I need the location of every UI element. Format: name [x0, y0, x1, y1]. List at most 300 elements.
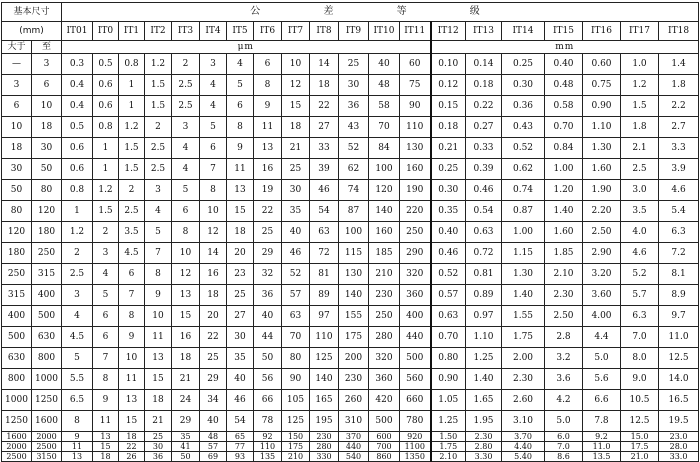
- tolerance-value-cell: 0.4: [62, 96, 93, 117]
- tolerance-value-cell: 7.8: [583, 411, 621, 432]
- tolerance-value-cell: 80: [282, 348, 310, 369]
- tolerance-value-cell: 18: [172, 348, 200, 369]
- tolerance-value-cell: 12: [172, 264, 200, 285]
- tolerance-value-cell: 2.80: [466, 442, 502, 452]
- tolerance-value-cell: 4: [172, 138, 200, 159]
- tolerance-value-cell: 2.5: [62, 264, 93, 285]
- tolerance-value-cell: 1.2: [93, 180, 119, 201]
- grade-header: IT4: [200, 22, 227, 41]
- tolerance-value-cell: 15: [119, 411, 145, 432]
- size-up-to-cell: 250: [32, 243, 62, 264]
- grade-header: IT11: [400, 22, 431, 41]
- grade-header: IT8: [310, 22, 339, 41]
- tolerance-value-cell: 40: [369, 54, 400, 75]
- tolerance-value-cell: 9.0: [621, 369, 659, 390]
- tolerance-value-cell: 2.50: [583, 222, 621, 243]
- tolerance-value-cell: 1: [119, 75, 145, 96]
- tolerance-value-cell: 0.6: [93, 75, 119, 96]
- grade-header: IT12: [431, 22, 466, 41]
- tolerance-value-cell: 0.46: [466, 180, 502, 201]
- size-up-to-cell: 30: [32, 138, 62, 159]
- tolerance-value-cell: 1.5: [93, 201, 119, 222]
- tolerance-value-cell: 0.48: [545, 75, 583, 96]
- size-up-to-cell: 3150: [32, 452, 62, 462]
- size-over-cell: 1000: [2, 390, 32, 411]
- tolerance-value-cell: 8.6: [545, 452, 583, 462]
- tolerance-value-cell: 1.15: [502, 243, 545, 264]
- tolerance-value-cell: 440: [339, 442, 369, 452]
- tolerance-value-cell: 110: [310, 327, 339, 348]
- size-over-cell: 6: [2, 96, 32, 117]
- tolerance-value-cell: 8: [145, 264, 172, 285]
- tolerance-value-cell: 2: [93, 222, 119, 243]
- size-up-to-cell: 180: [32, 222, 62, 243]
- tolerance-value-cell: 220: [400, 201, 431, 222]
- tolerance-value-cell: 5.6: [583, 369, 621, 390]
- tolerance-value-cell: 1.8: [659, 75, 699, 96]
- tolerance-value-cell: 0.80: [431, 348, 466, 369]
- size-up-to-cell: 80: [32, 180, 62, 201]
- tolerance-value-cell: 210: [369, 264, 400, 285]
- tolerance-value-cell: 4: [200, 96, 227, 117]
- tolerance-value-cell: 3.20: [583, 264, 621, 285]
- tolerance-value-cell: 1.60: [583, 159, 621, 180]
- tolerance-value-cell: 48: [369, 75, 400, 96]
- tolerance-value-cell: 0.60: [583, 54, 621, 75]
- tolerance-value-cell: 18: [310, 75, 339, 96]
- tolerance-value-cell: 0.18: [431, 117, 466, 138]
- tolerance-value-cell: 0.25: [431, 159, 466, 180]
- tolerance-value-cell: 6: [227, 96, 254, 117]
- tolerance-value-cell: 6.3: [621, 306, 659, 327]
- tolerance-value-cell: 600: [369, 432, 400, 442]
- tolerance-value-cell: 16.5: [659, 390, 699, 411]
- tolerance-value-cell: 250: [369, 306, 400, 327]
- table-row: [2, 285, 699, 306]
- tolerance-value-cell: 6: [93, 327, 119, 348]
- tolerance-value-cell: 0.6: [93, 96, 119, 117]
- tolerance-value-cell: 230: [339, 369, 369, 390]
- tolerance-value-cell: 5.2: [621, 264, 659, 285]
- tolerance-value-cell: 1.2: [621, 75, 659, 96]
- tolerance-value-cell: 3: [62, 285, 93, 306]
- tolerance-value-cell: 44: [254, 327, 282, 348]
- tolerance-value-cell: 370: [339, 432, 369, 442]
- tolerance-value-cell: 2.5: [172, 75, 200, 96]
- tolerance-value-cell: 10: [145, 306, 172, 327]
- tolerance-value-cell: 13.5: [583, 452, 621, 462]
- tolerance-value-cell: 81: [310, 264, 339, 285]
- tolerance-value-cell: 6: [200, 138, 227, 159]
- grade-header: IT9: [339, 22, 369, 41]
- tolerance-value-cell: 1.30: [502, 264, 545, 285]
- tolerance-value-cell: 250: [400, 222, 431, 243]
- size-up-to-cell: 10: [32, 96, 62, 117]
- size-over-cell: 2500: [2, 452, 32, 462]
- size-over-cell: 250: [2, 264, 32, 285]
- tolerance-value-cell: 25: [200, 348, 227, 369]
- size-over-cell: 50: [2, 180, 32, 201]
- tolerance-value-cell: 58: [369, 96, 400, 117]
- tolerance-value-cell: 6: [93, 306, 119, 327]
- size-up-to-cell: 2000: [32, 432, 62, 442]
- tolerance-value-cell: 1.2: [119, 117, 145, 138]
- tolerance-value-cell: 0.62: [502, 159, 545, 180]
- tolerance-value-cell: 6: [172, 201, 200, 222]
- size-up-to-cell: 1600: [32, 411, 62, 432]
- table-row: [2, 138, 699, 159]
- tolerance-value-cell: 62: [339, 159, 369, 180]
- size-over-cell: 2000: [2, 442, 32, 452]
- tolerance-value-cell: 18: [145, 390, 172, 411]
- tolerance-value-cell: 11.0: [583, 442, 621, 452]
- tolerance-value-cell: 23: [227, 264, 254, 285]
- tolerance-value-cell: 440: [400, 327, 431, 348]
- tolerance-value-cell: 9.2: [583, 432, 621, 442]
- tolerance-value-cell: 2.10: [431, 452, 466, 462]
- tolerance-value-cell: 1.25: [431, 411, 466, 432]
- table-row: [2, 222, 699, 243]
- tolerance-value-cell: 5: [145, 222, 172, 243]
- tolerance-value-cell: 3.10: [502, 411, 545, 432]
- tolerance-value-cell: 0.21: [431, 138, 466, 159]
- tolerance-value-cell: 2.1: [621, 138, 659, 159]
- tolerance-value-cell: 8: [62, 411, 93, 432]
- tolerance-value-cell: 150: [282, 432, 310, 442]
- tolerance-value-cell: 21.0: [621, 452, 659, 462]
- tolerance-value-cell: 0.30: [431, 180, 466, 201]
- tolerance-value-cell: 660: [400, 390, 431, 411]
- tolerance-value-cell: 1.55: [502, 306, 545, 327]
- table-row: [2, 411, 699, 432]
- tolerance-value-cell: 1350: [400, 452, 431, 462]
- tolerance-value-cell: 330: [310, 452, 339, 462]
- tolerance-value-cell: 320: [400, 264, 431, 285]
- tolerance-value-cell: 165: [310, 390, 339, 411]
- grade-header: IT3: [172, 22, 200, 41]
- tolerance-value-cell: 0.90: [583, 96, 621, 117]
- tolerance-value-cell: 4.6: [659, 180, 699, 201]
- tolerance-value-cell: 0.89: [466, 285, 502, 306]
- tolerance-value-cell: 11: [227, 159, 254, 180]
- size-over-cell: 630: [2, 348, 32, 369]
- tolerance-value-cell: 140: [369, 201, 400, 222]
- tolerance-value-cell: 65: [227, 432, 254, 442]
- table-row: [2, 348, 699, 369]
- tolerance-value-cell: 6: [254, 54, 282, 75]
- tolerance-value-cell: 0.72: [466, 243, 502, 264]
- tolerance-value-cell: 3.5: [119, 222, 145, 243]
- tolerance-value-cell: 125: [282, 411, 310, 432]
- tolerance-value-cell: 15.0: [621, 432, 659, 442]
- tolerance-value-cell: 1.50: [431, 432, 466, 442]
- tolerance-value-cell: 780: [400, 411, 431, 432]
- tolerance-value-cell: 4.40: [502, 442, 545, 452]
- table-row: [2, 201, 699, 222]
- size-up-to-cell: 50: [32, 159, 62, 180]
- tolerance-value-cell: 22: [200, 327, 227, 348]
- tolerance-value-cell: 0.97: [466, 306, 502, 327]
- tolerance-value-cell: 4.0: [621, 222, 659, 243]
- grade-header: IT5: [227, 22, 254, 41]
- size-up-to-cell: 1250: [32, 390, 62, 411]
- tolerance-value-cell: 16: [200, 264, 227, 285]
- size-up-to-cell: 3: [32, 54, 62, 75]
- tolerance-value-cell: 50: [254, 348, 282, 369]
- tolerance-value-cell: 3.0: [621, 180, 659, 201]
- tolerance-value-cell: 0.8: [119, 54, 145, 75]
- tolerance-value-cell: 78: [254, 411, 282, 432]
- size-over-cell: 180: [2, 243, 32, 264]
- tolerance-value-cell: 46: [282, 243, 310, 264]
- tolerance-value-cell: 10: [172, 243, 200, 264]
- tolerance-value-cell: 2.30: [545, 285, 583, 306]
- tolerance-value-cell: 46: [310, 180, 339, 201]
- tolerance-value-cell: 0.43: [502, 117, 545, 138]
- tolerance-value-cell: 280: [369, 327, 400, 348]
- tolerance-value-cell: 1.5: [621, 96, 659, 117]
- tolerance-value-cell: 12: [282, 75, 310, 96]
- tolerance-value-cell: 30: [339, 75, 369, 96]
- tolerance-value-cell: 540: [339, 452, 369, 462]
- tolerance-value-cell: 19.5: [659, 411, 699, 432]
- tolerance-value-cell: 1.65: [466, 390, 502, 411]
- tolerance-value-cell: 1.75: [502, 327, 545, 348]
- tolerance-value-cell: 36: [254, 285, 282, 306]
- tolerance-value-cell: 320: [369, 348, 400, 369]
- table-row: [2, 54, 699, 75]
- table-row: [2, 327, 699, 348]
- tolerance-value-cell: 13: [145, 348, 172, 369]
- tolerance-value-cell: 1.40: [502, 285, 545, 306]
- tolerance-value-cell: 23.0: [659, 432, 699, 442]
- tolerance-value-cell: 0.14: [466, 54, 502, 75]
- tolerance-value-cell: 13: [172, 285, 200, 306]
- tolerance-value-cell: 1.05: [431, 390, 466, 411]
- tolerance-value-cell: 8: [227, 117, 254, 138]
- tolerance-value-cell: 160: [369, 222, 400, 243]
- grade-header: IT6: [254, 22, 282, 41]
- tolerance-value-cell: 1.30: [583, 138, 621, 159]
- tolerance-value-cell: 0.90: [431, 369, 466, 390]
- tolerance-value-cell: 11.0: [659, 327, 699, 348]
- tolerance-value-cell: 6: [119, 264, 145, 285]
- tolerance-value-cell: 125: [310, 348, 339, 369]
- basic-size-label: 基本尺寸: [13, 6, 50, 17]
- tolerance-value-cell: 0.30: [502, 75, 545, 96]
- tolerance-value-cell: 4: [145, 201, 172, 222]
- grade-header: IT18: [659, 22, 699, 41]
- tolerance-value-cell: 5: [172, 180, 200, 201]
- tolerance-value-cell: 1.5: [145, 75, 172, 96]
- size-over-cell: 315: [2, 285, 32, 306]
- tolerance-value-cell: 13: [93, 432, 119, 442]
- tolerance-value-cell: 310: [339, 411, 369, 432]
- size-up-to-cell: 6: [32, 75, 62, 96]
- tolerance-value-cell: 5: [62, 348, 93, 369]
- tolerance-value-cell: 22: [119, 442, 145, 452]
- table-row: [2, 117, 699, 138]
- size-over-cell: 10: [2, 117, 32, 138]
- tolerance-value-cell: 15: [145, 369, 172, 390]
- table-row: [2, 96, 699, 117]
- tolerance-value-cell: 1: [119, 96, 145, 117]
- tolerance-value-cell: 1.75: [431, 442, 466, 452]
- tolerance-value-cell: 2.50: [545, 306, 583, 327]
- tolerance-value-cell: 1.25: [466, 348, 502, 369]
- tolerance-value-cell: 33.0: [659, 452, 699, 462]
- tolerance-value-cell: 56: [254, 369, 282, 390]
- size-up-to-cell: 800: [32, 348, 62, 369]
- tolerance-value-cell: 9.7: [659, 306, 699, 327]
- tolerance-value-cell: 100: [369, 159, 400, 180]
- tolerance-value-cell: 5.0: [583, 348, 621, 369]
- tolerance-value-cell: 0.35: [431, 201, 466, 222]
- tolerance-value-cell: 11: [93, 411, 119, 432]
- tolerance-value-cell: 36: [339, 96, 369, 117]
- tolerance-value-cell: 360: [369, 369, 400, 390]
- tolerance-value-cell: 8: [254, 75, 282, 96]
- tolerance-value-cell: 0.39: [466, 159, 502, 180]
- tolerance-value-cell: 6.3: [659, 222, 699, 243]
- tolerance-value-cell: 210: [282, 452, 310, 462]
- tolerance-value-cell: 6.0: [545, 432, 583, 442]
- tolerance-value-cell: 40: [282, 222, 310, 243]
- tolerance-value-cell: 0.81: [466, 264, 502, 285]
- tolerance-value-cell: 290: [400, 243, 431, 264]
- tolerance-value-cell: 7.0: [545, 442, 583, 452]
- tolerance-value-cell: 0.6: [62, 138, 93, 159]
- tolerance-value-cell: 0.58: [545, 96, 583, 117]
- size-over-cell: 1600: [2, 432, 32, 442]
- tolerance-value-cell: 14: [310, 54, 339, 75]
- tolerance-value-cell: 54: [227, 411, 254, 432]
- tolerance-value-cell: 20: [227, 243, 254, 264]
- tolerance-value-cell: 29: [200, 369, 227, 390]
- tolerance-value-cell: 4: [62, 306, 93, 327]
- tolerance-value-cell: 3.9: [659, 159, 699, 180]
- tolerance-value-cell: 1.4: [659, 54, 699, 75]
- tolerance-value-cell: 40: [200, 411, 227, 432]
- tolerance-value-cell: 13: [254, 138, 282, 159]
- tolerance-value-cell: 2.8: [545, 327, 583, 348]
- tolerance-value-cell: 7: [93, 348, 119, 369]
- tolerance-value-cell: 72: [310, 243, 339, 264]
- tolerance-value-cell: 0.5: [62, 117, 93, 138]
- tolerance-value-cell: 32: [254, 264, 282, 285]
- tolerance-value-cell: 3.60: [583, 285, 621, 306]
- tolerance-value-cell: 0.84: [545, 138, 583, 159]
- tolerance-value-cell: 10.5: [621, 390, 659, 411]
- tolerance-value-cell: 89: [310, 285, 339, 306]
- tolerance-value-cell: 5.0: [545, 411, 583, 432]
- tolerance-value-cell: 3.6: [545, 369, 583, 390]
- tolerance-value-cell: 35: [172, 432, 200, 442]
- tolerance-value-cell: 8.1: [659, 264, 699, 285]
- tolerance-value-cell: 360: [400, 285, 431, 306]
- table-row: [2, 306, 699, 327]
- tolerance-value-cell: 97: [310, 306, 339, 327]
- tolerance-value-cell: 175: [282, 442, 310, 452]
- table-row: [2, 452, 699, 462]
- tolerance-value-cell: 0.74: [502, 180, 545, 201]
- tolerance-value-cell: 0.12: [431, 75, 466, 96]
- size-over-cell: —: [2, 54, 32, 75]
- tolerance-value-cell: 3.30: [466, 452, 502, 462]
- tolerance-value-cell: 26: [119, 452, 145, 462]
- tolerance-value-cell: 2.10: [545, 264, 583, 285]
- tolerance-value-cell: 70: [369, 117, 400, 138]
- basic-size-unit: (mm): [2, 22, 62, 41]
- tolerance-value-cell: 12.5: [621, 411, 659, 432]
- tolerance-value-cell: 33: [310, 138, 339, 159]
- tolerance-value-cell: 0.40: [431, 222, 466, 243]
- size-up-to-cell: 18: [32, 117, 62, 138]
- tolerance-value-cell: 5: [200, 117, 227, 138]
- tolerance-value-cell: 0.5: [93, 54, 119, 75]
- tolerance-value-cell: 34: [200, 390, 227, 411]
- tolerance-value-cell: 29: [254, 243, 282, 264]
- size-up-to-cell: 315: [32, 264, 62, 285]
- tolerance-value-cell: 18: [282, 117, 310, 138]
- tolerance-value-cell: 155: [339, 306, 369, 327]
- tolerance-value-cell: 2.20: [583, 201, 621, 222]
- tolerance-value-cell: 0.8: [93, 117, 119, 138]
- tolerance-value-cell: 70: [282, 327, 310, 348]
- size-over-cell: 800: [2, 369, 32, 390]
- grade-header: IT7: [282, 22, 310, 41]
- tolerance-value-cell: 0.25: [502, 54, 545, 75]
- tolerance-value-cell: 3: [145, 180, 172, 201]
- tolerance-value-cell: 700: [369, 442, 400, 452]
- tolerance-value-cell: 1.5: [119, 138, 145, 159]
- tolerance-value-cell: 13: [62, 452, 93, 462]
- tolerance-value-cell: 5.40: [502, 452, 545, 462]
- tolerance-value-cell: 0.70: [545, 117, 583, 138]
- tolerance-value-cell: 3.2: [545, 348, 583, 369]
- tolerance-value-cell: 9: [119, 327, 145, 348]
- tolerance-value-cell: 1.60: [545, 222, 583, 243]
- tolerance-value-cell: 41: [172, 442, 200, 452]
- tolerance-value-cell: 18: [200, 285, 227, 306]
- tolerance-value-cell: 50: [172, 452, 200, 462]
- tolerance-value-cell: 1.20: [545, 180, 583, 201]
- tolerance-value-cell: 4.6: [621, 243, 659, 264]
- tolerance-value-cell: 280: [310, 442, 339, 452]
- grade-header: IT16: [583, 22, 621, 41]
- tolerance-value-cell: 8.0: [621, 348, 659, 369]
- tolerance-value-cell: 13: [227, 180, 254, 201]
- tolerance-value-cell: 2.60: [502, 390, 545, 411]
- tolerance-value-cell: 57: [200, 442, 227, 452]
- tolerance-value-cell: 2.30: [502, 369, 545, 390]
- tolerance-value-cell: 1100: [400, 442, 431, 452]
- size-over-cell: 400: [2, 306, 32, 327]
- tolerance-value-cell: 8: [200, 180, 227, 201]
- table-row: [2, 75, 699, 96]
- table-row: [2, 432, 699, 442]
- tolerance-value-cell: 11: [119, 369, 145, 390]
- tolerance-value-cell: 7.0: [621, 327, 659, 348]
- tolerance-value-cell: 0.63: [466, 222, 502, 243]
- tolerance-value-cell: 1.00: [545, 159, 583, 180]
- tolerance-value-cell: 48: [200, 432, 227, 442]
- tolerance-value-cell: 0.18: [466, 75, 502, 96]
- size-over-cell: 30: [2, 159, 32, 180]
- tolerance-value-cell: 3.70: [502, 432, 545, 442]
- tolerance-value-cell: 13: [119, 390, 145, 411]
- tolerance-value-cell: 77: [227, 442, 254, 452]
